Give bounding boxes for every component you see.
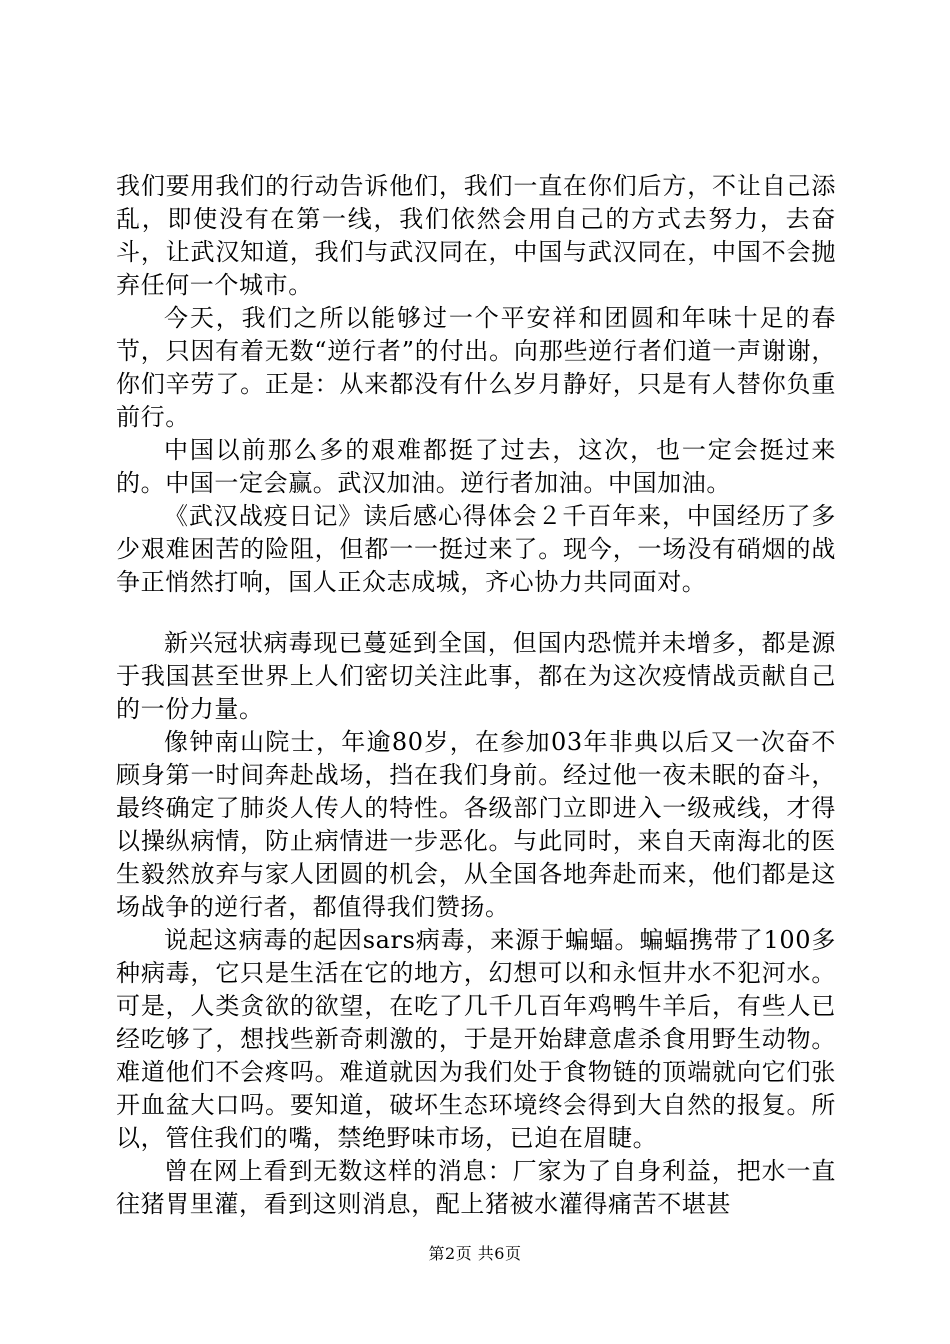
paragraph-8: 曾在网上看到无数这样的消息：厂家为了自身利益，把水一直往猪胃里灌，看到这则消息，配上猪被水灌得痛苦不堪甚: [116, 1157, 836, 1218]
paragraph-7: 说起这病毒的起因sars病毒，来源于蝙蝠。蝙蝠携带了100多种病毒，它只是生活在它的地方，幻想可以和永恒井水不犯河水。可是，人类贪欲的欲望，在吃了几千几百年鸡鸭牛羊后，有些人已经吃够了，想找些新奇刺激的，于是开始肆意虐杀食用野生动物。难道他们不会疼吗。难道就因为我们处于食物链的顶端就向它们张开血盆大口吗。要知道，破坏生态环境终会得到大自然的报复。所以，管住我们的嘴，禁绝野味市场，已迫在眉睫。: [116, 926, 836, 1152]
page-number-label: 第2页 共6页: [428, 1244, 522, 1263]
paragraph-5: 新兴冠状病毒现已蔓延到全国，但国内恐慌并未增多，都是源于我国甚至世界上人们密切关注此事，都在为这次疫情战贡献自己的一份力量。: [116, 629, 836, 723]
paragraph-4: 《武汉战疫日记》读后感心得体会２千百年来，中国经历了多少艰难困苦的险阻，但都一一挺过来了。现今，一场没有硝烟的战争正悄然打响，国人正众志成城，齐心协力共同面对。: [116, 502, 836, 596]
paragraph-2: 今天，我们之所以能够过一个平安祥和团圆和年味十足的春节，只因有着无数“逆行者”的付出。向那些逆行者们道一声谢谢，你们辛劳了。正是：从来都没有什么岁月静好，只是有人替你负重前行。: [116, 304, 836, 431]
paragraph-gap: [116, 599, 836, 627]
paragraph-3: 中国以前那么多的艰难都挺了过去，这次，也一定会挺过来的。中国一定会赢。武汉加油。逆行者加油。中国加油。: [116, 436, 836, 497]
page-footer: [0, 1244, 950, 1264]
paragraph-6: 像钟南山院士，年逾80岁，在参加03年非典以后又一次奋不顾身第一时间奔赴战场，挡在我们身前。经过他一夜未眠的奋斗，最终确定了肺炎人传人的特性。各级部门立即进入一级戒线，才得以操纵病情，防止病情进一步恶化。与此同时，来自天南海北的医生毅然放弃与家人团圆的机会，从全国各地奔赴而来，他们都是这场战争的逆行者，都值得我们赞扬。: [116, 728, 836, 921]
paragraph-1: 我们要用我们的行动告诉他们，我们一直在你们后方，不让自己添乱，即使没有在第一线，我们依然会用自己的方式去努力，去奋斗，让武汉知道，我们与武汉同在，中国与武汉同在，中国不会抛弃任何一个城市。: [116, 172, 836, 299]
document-body: [116, 170, 836, 1221]
